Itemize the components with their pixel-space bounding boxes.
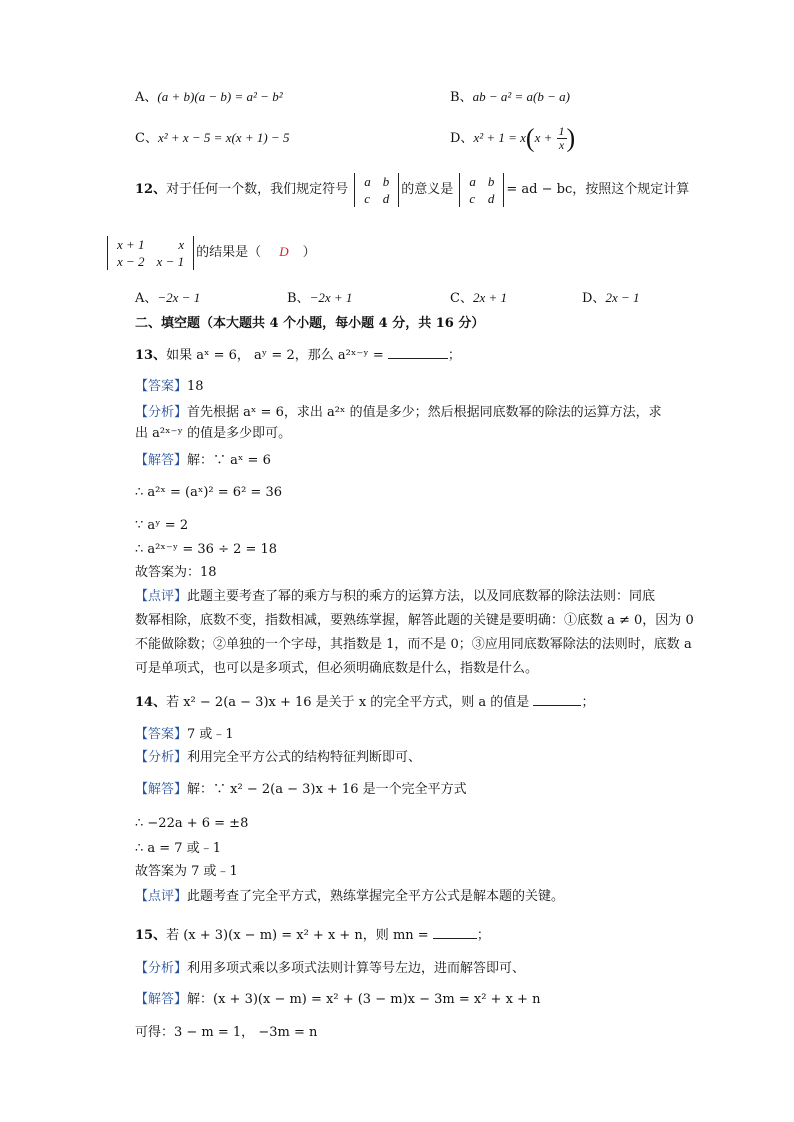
- solution-text: 解：(x + 3)(x − m) = x² + (3 − m)x − 3m = x² + x + n: [187, 992, 541, 1007]
- answer-blank: [433, 938, 477, 939]
- q14-analysis: [135, 749, 421, 767]
- analysis-tag: 【分析】: [135, 750, 188, 765]
- answer-tag: 【答案】: [135, 379, 188, 394]
- stem-text: = ad − bc，按照这个规定计算: [506, 182, 690, 197]
- q13-analysis: [135, 404, 662, 422]
- q14-sol-step: ∴ −22a + 6 = ±8: [135, 816, 249, 831]
- solution-tag: 【解答】: [135, 992, 188, 1007]
- q13-comment-cont: 数幂相除，底数不变，指数相减，要熟练掌握，解答此题的关键是要明确：①底数 a ≠ 0，因为 0: [135, 613, 694, 628]
- stem-text: 的意义是: [401, 182, 454, 197]
- q13-sol-step: 故答案为：18: [135, 565, 217, 580]
- answer-mark: D: [279, 244, 289, 259]
- q12-option-b: [287, 289, 352, 308]
- q13-sol-step: ∴ a²ˣ⁻ʸ = 36 ÷ 2 = 18: [135, 542, 278, 557]
- analysis-text: 利用多项式乘以多项式法则计算等号左边，进而解答即可、: [187, 961, 526, 976]
- comment-text: 此题考查了完全平方式，熟练掌握完全平方公式是解本题的关键。: [187, 889, 565, 904]
- q15-stem: [135, 927, 490, 945]
- q15-solution: [135, 991, 540, 1009]
- det-cell: a: [364, 173, 371, 189]
- comment-tag: 【点评】: [135, 889, 188, 904]
- q13-sol-step: ∵ aʸ = 2: [135, 518, 189, 533]
- option-expr: 2x − 1: [605, 290, 640, 305]
- paren-open: (: [525, 123, 535, 153]
- option-expr: (a + b)(a − b) = a² − b²: [157, 89, 283, 104]
- option-label: A、: [135, 291, 158, 306]
- det-cell: x + 1: [117, 236, 145, 252]
- det-cell: c: [364, 190, 371, 206]
- q13-analysis-cont: 出 a²ˣ⁻ʸ 的值是多少即可。: [135, 426, 292, 441]
- fraction: [557, 125, 567, 152]
- q12-stem: [135, 170, 689, 210]
- stem-text: 若 x² − 2(a − 3)x + 16 是关于 x 的完全平方式，则 a 的值是: [166, 695, 530, 710]
- q14-sol-step: 故答案为 7 或﹣1: [135, 864, 238, 879]
- q11-option-c: [135, 129, 289, 148]
- det-cell: b: [382, 173, 390, 189]
- det-cell: b: [487, 173, 495, 189]
- solution-text: 解：∵ aˣ = 6: [187, 453, 271, 468]
- q13-sol-step: ∴ a²ˣ = (aˣ)² = 6² = 36: [135, 485, 282, 500]
- determinant-symbol: [354, 173, 399, 207]
- answer-text: 7 或﹣1: [187, 727, 234, 742]
- det-cell: x: [178, 236, 185, 252]
- solution-tag: 【解答】: [135, 782, 188, 797]
- q14-solution: [135, 781, 467, 799]
- comment-tag: 【点评】: [135, 589, 188, 604]
- option-expr: x² + 1 = x: [473, 130, 526, 145]
- q15-sol-step: 可得：3 − m = 1， −3m = n: [135, 1025, 318, 1040]
- det-cell: c: [469, 190, 476, 206]
- q11-option-d: [450, 118, 575, 159]
- q14-answer: [135, 726, 234, 744]
- question-number: 13、: [135, 348, 167, 363]
- q13-comment-cont: 可是单项式，也可以是多项式，但必须明确底数是什么，指数是什么。: [135, 661, 539, 676]
- q14-stem: [135, 694, 594, 712]
- option-expr: −2x + 1: [309, 290, 353, 305]
- determinant-definition: [459, 173, 504, 207]
- analysis-tag: 【分析】: [135, 405, 188, 420]
- question-number: 14、: [135, 695, 167, 710]
- q13-solution: [135, 452, 271, 470]
- option-label: C、: [135, 131, 158, 146]
- answer-tag: 【答案】: [135, 727, 188, 742]
- solution-text: 解：∵ x² − 2(a − 3)x + 16 是一个完全平方式: [187, 782, 467, 797]
- q14-comment: [135, 888, 564, 906]
- det-cell: x − 1: [156, 253, 185, 269]
- answer-blank: [533, 705, 581, 706]
- q15-analysis: [135, 960, 525, 978]
- option-label: D、: [582, 291, 606, 306]
- q13-comment: [135, 588, 655, 606]
- paren-close: ): [566, 123, 576, 153]
- fraction-denominator: x: [558, 138, 565, 152]
- fraction-numerator: 1: [558, 124, 565, 138]
- q11-option-a: [135, 88, 283, 107]
- q12-option-d: [582, 289, 639, 308]
- stem-text: 的结果是（: [196, 245, 262, 260]
- q12-option-c: [450, 289, 507, 308]
- det-cell: d: [382, 190, 390, 206]
- answer-text: 18: [187, 379, 204, 394]
- determinant-task: [107, 236, 194, 270]
- comment-text: 此题主要考查了幂的乘方与积的乘方的运算方法，以及同底数幂的除法法则：同底: [187, 589, 656, 604]
- option-label: B、: [450, 90, 473, 105]
- option-label: B、: [287, 291, 310, 306]
- q12-option-a: [135, 289, 200, 308]
- det-cell: a: [469, 173, 476, 189]
- stem-text: ；: [581, 695, 595, 710]
- frac-prefix: x +: [534, 130, 553, 145]
- q12-task: [105, 232, 316, 273]
- answer-blank: [388, 358, 448, 359]
- stem-text: 若 (x + 3)(x − m) = x² + x + n，则 mn =: [166, 928, 429, 943]
- stem-text: 对于任何一个数，我们规定符号: [166, 182, 349, 197]
- q14-sol-step: ∴ a = 7 或﹣1: [135, 841, 221, 856]
- analysis-text: 首先根据 aˣ = 6，求出 a²ˣ 的值是多少；然后根据同底数幂的除法的运算方法，求: [187, 405, 662, 420]
- option-expr: ab − a² = a(b − a): [472, 89, 570, 104]
- stem-text: ；: [447, 348, 461, 363]
- option-expr: x² + x − 5 = x(x + 1) − 5: [157, 130, 290, 145]
- option-label: C、: [450, 291, 473, 306]
- option-expr: −2x − 1: [157, 290, 201, 305]
- q13-comment-cont: 不能做除数；②单独的一个字母，其指数是 1，而不是 0；③应用同底数幂除法的法则时，底数 a: [135, 637, 692, 652]
- stem-text: 如果 aˣ = 6， aʸ = 2，那么 a²ˣ⁻ʸ =: [166, 348, 384, 363]
- q13-answer: [135, 378, 204, 396]
- stem-text: ）: [302, 245, 316, 260]
- option-label: A、: [135, 90, 158, 105]
- analysis-tag: 【分析】: [135, 961, 188, 976]
- option-expr: 2x + 1: [472, 290, 507, 305]
- analysis-text: 利用完全平方公式的结构特征判断即可、: [187, 750, 422, 765]
- solution-tag: 【解答】: [135, 453, 188, 468]
- q13-stem: [135, 347, 461, 365]
- q11-option-b: [450, 88, 570, 107]
- det-cell: x − 2: [117, 253, 145, 269]
- section-heading: 二、填空题（本大题共 4 个小题，每小题 4 分，共 16 分）: [135, 316, 485, 331]
- det-cell: d: [487, 190, 495, 206]
- question-number: 15、: [135, 928, 167, 943]
- stem-text: ；: [476, 928, 490, 943]
- option-label: D、: [450, 131, 474, 146]
- question-number: 12、: [135, 182, 167, 197]
